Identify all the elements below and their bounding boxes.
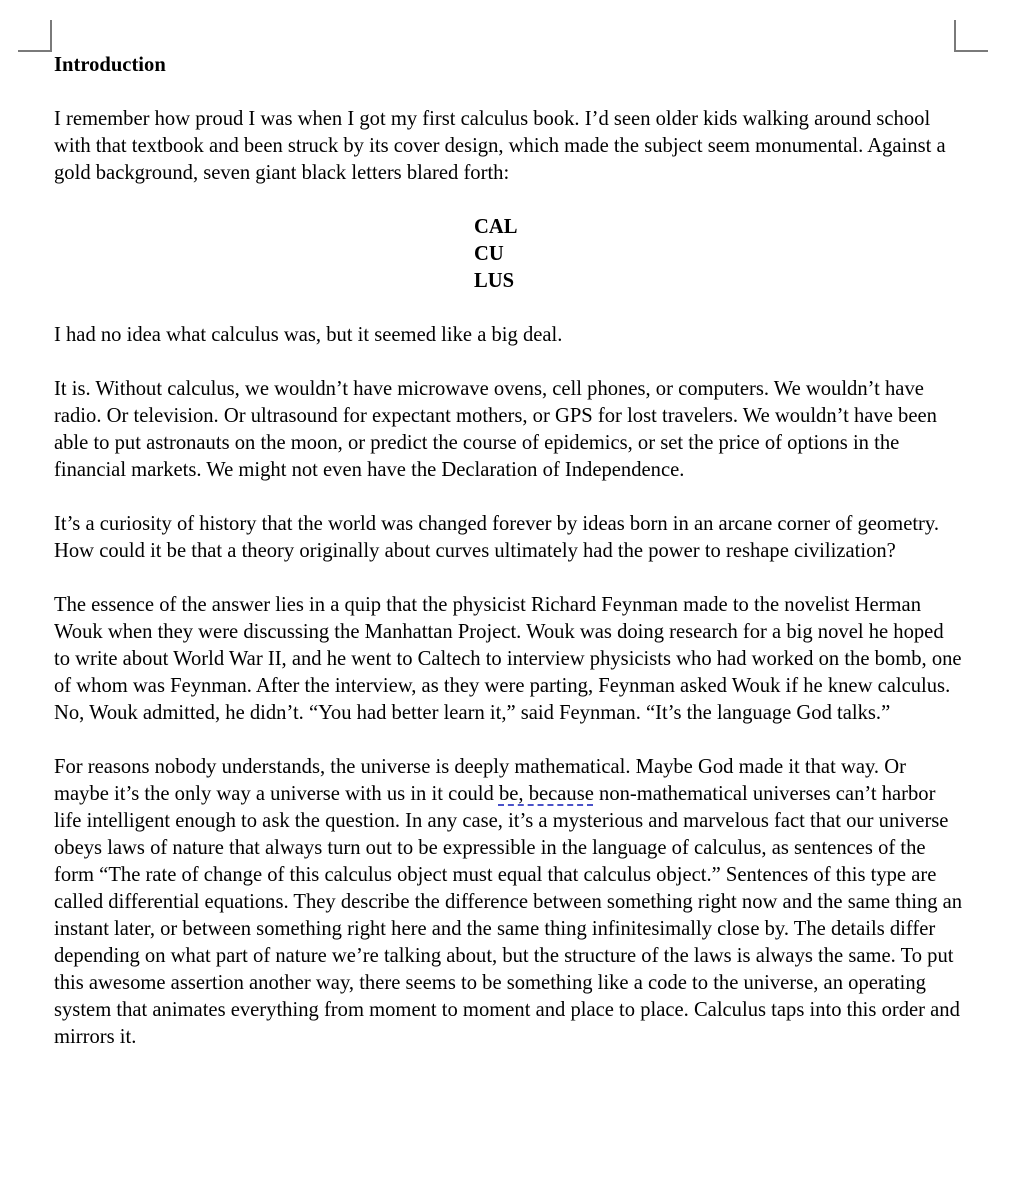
book-cover-title bbox=[54, 214, 964, 295]
paragraph-1: I remember how proud I was when I got my first calculus book. I’d seen older kids walking around school with that textbook and been struck by its cover design, which made the subject seem monumental. Against a gold background, seven giant black letters blared forth: bbox=[54, 108, 946, 184]
paragraph-2: I had no idea what calculus was, but it seemed like a big deal. bbox=[54, 324, 563, 346]
section-heading: Introduction bbox=[54, 54, 166, 76]
top-right-margin-mark bbox=[954, 20, 988, 52]
title-line-lus: LUS bbox=[474, 270, 515, 292]
grammar-flagged-text[interactable]: be, because bbox=[498, 783, 594, 805]
top-left-margin-mark bbox=[18, 20, 52, 52]
paragraph-6-text-start: For reasons nobody understands, the universe is deeply mathematical. Maybe God made it that way. Or maybe it’s the only way a universe with us in it could bbox=[54, 756, 906, 805]
title-line-cal: CAL bbox=[474, 216, 518, 238]
document-body[interactable] bbox=[54, 52, 964, 1078]
paragraph-5: The essence of the answer lies in a quip that the physicist Richard Feynman made to the novelist Herman Wouk when they were discussing the Manhattan Project. Wouk was doing research for a big novel he hoped to write about World War II, and he went to Caltech to interview physicists who had worked on the bomb, one of whom was Feynman. After the interview, as they were parting, Feynman asked Wouk if he knew calculus. No, Wouk admitted, he didn’t. “You had better learn it,” said Feynman. “It’s the language God talks.” bbox=[54, 594, 962, 724]
title-line-cu: CU bbox=[474, 243, 504, 265]
paragraph-3: It is. Without calculus, we wouldn’t have microwave ovens, cell phones, or computers. We wouldn’t have radio. Or television. Or ultrasound for expectant mothers, or GPS for lost travelers. We wouldn’t have been able to put astronauts on the moon, or predict the course of epidemics, or set the price of options in the financial markets. We might not even have the Declaration of Independence. bbox=[54, 378, 937, 481]
paragraph-6 bbox=[54, 754, 964, 1051]
paragraph-6-text-end: non-mathematical universes can’t harbor life intelligent enough to ask the question. In any case, it’s a mysterious and marvelous fact that our universe obeys laws of nature that always turn out to be expressible in the language of calculus, as sentences of the form “The rate of change of this calculus object must equal that calculus object.” Sentences of this type are called differential equations. They describe the difference between something right now and the same thing an instant later, or between something right here and the same thing infinitesimally close by. The details differ depending on what part of nature we’re talking about, but the structure of the laws is always the same. To put this awesome assertion another way, there seems to be something like a code to the universe, an operating system that animates everything from moment to moment and place to place. Calculus taps into this order and mirrors it. bbox=[54, 783, 963, 1048]
paragraph-4: It’s a curiosity of history that the world was changed forever by ideas born in an arcane corner of geometry. How could it be that a theory originally about curves ultimately had the power to reshape civilization? bbox=[54, 513, 940, 562]
